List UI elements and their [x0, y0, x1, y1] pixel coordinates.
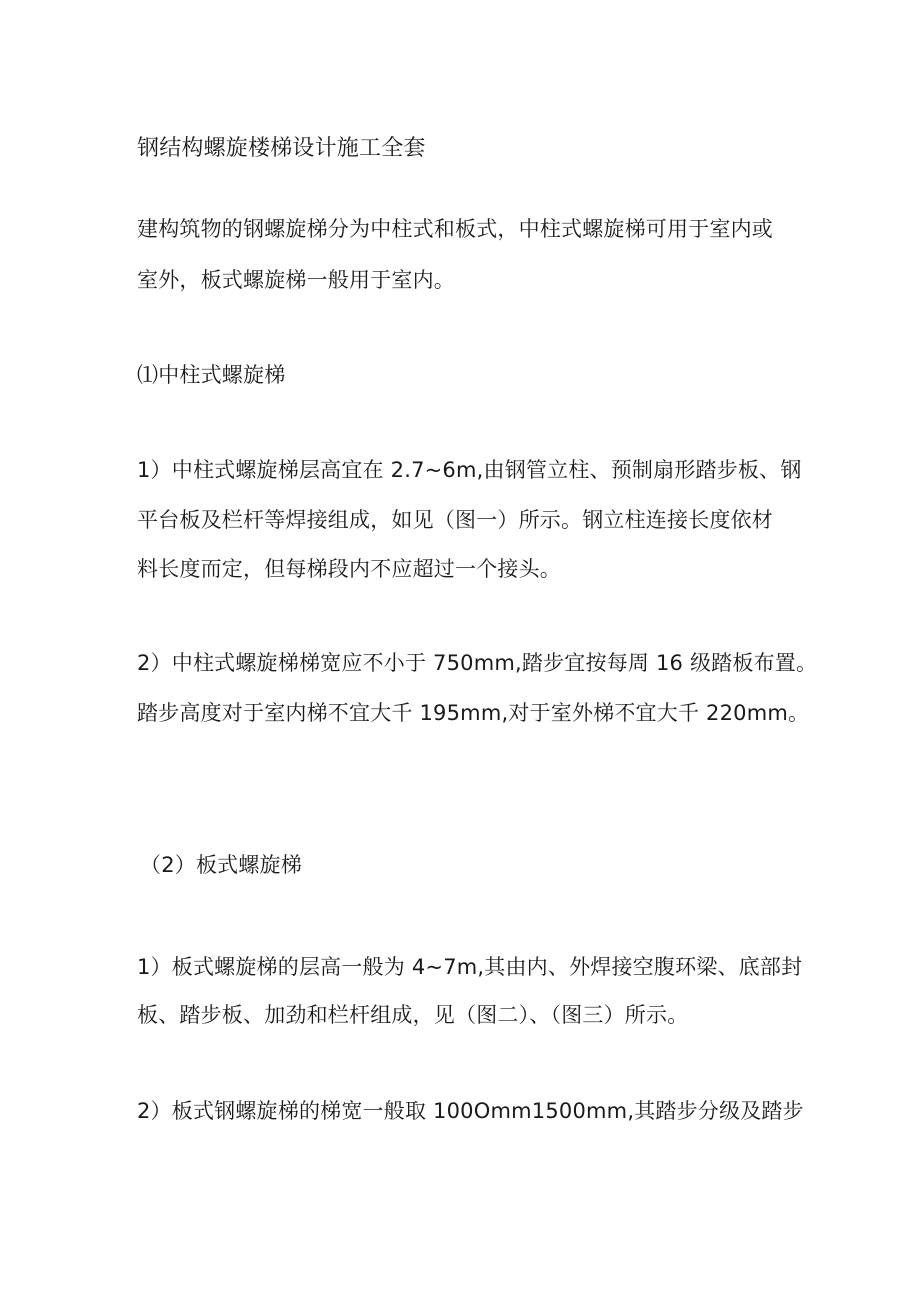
section1-item2-line-1: 2）中柱式螺旋梯梯宽应不小于 750mm,踏步宜按每周 16 级踏板布置。	[137, 651, 818, 675]
page-title: 钢结构螺旋楼梯设计施工全套	[137, 136, 426, 161]
section1-item1-line-1: 1）中柱式螺旋梯层高宜在 2.7~6m,由钢管立柱、预制扇形踏步板、钢	[137, 458, 802, 482]
section1-item1-line-3: 料长度而定，但每梯段内不应超过一个接头。	[137, 557, 561, 581]
intro-line-2: 室外，板式螺旋梯一般用于室内。	[137, 268, 455, 292]
section2-item1-line-1: 1）板式螺旋梯的层高一般为 4~7m,其由内、外焊接空腹环梁、底部封	[137, 955, 803, 979]
section2-heading: （2）板式螺旋梯	[140, 853, 302, 877]
section2-item1-line-2: 板、踏步板、加劲和栏杆组成，见（图二）、（图三）所示。	[137, 1003, 689, 1027]
section2-item2-line-1: 2）板式钢螺旋梯的梯宽一般取 100Omm1500mm,其踏步分级及踏步	[137, 1099, 804, 1123]
section1-item1-line-2: 平台板及栏杆等焊接组成，如见（图一）所示。钢立柱连接长度依材	[137, 508, 773, 532]
section1-item2-line-2: 踏步高度对于室内梯不宜大千 195mm,对于室外梯不宜大千 220mm。	[137, 701, 810, 725]
intro-line-1: 建构筑物的钢螺旋梯分为中柱式和板式，中柱式螺旋梯可用于室内或	[137, 217, 773, 241]
section1-heading: ⑴中柱式螺旋梯	[137, 363, 286, 387]
